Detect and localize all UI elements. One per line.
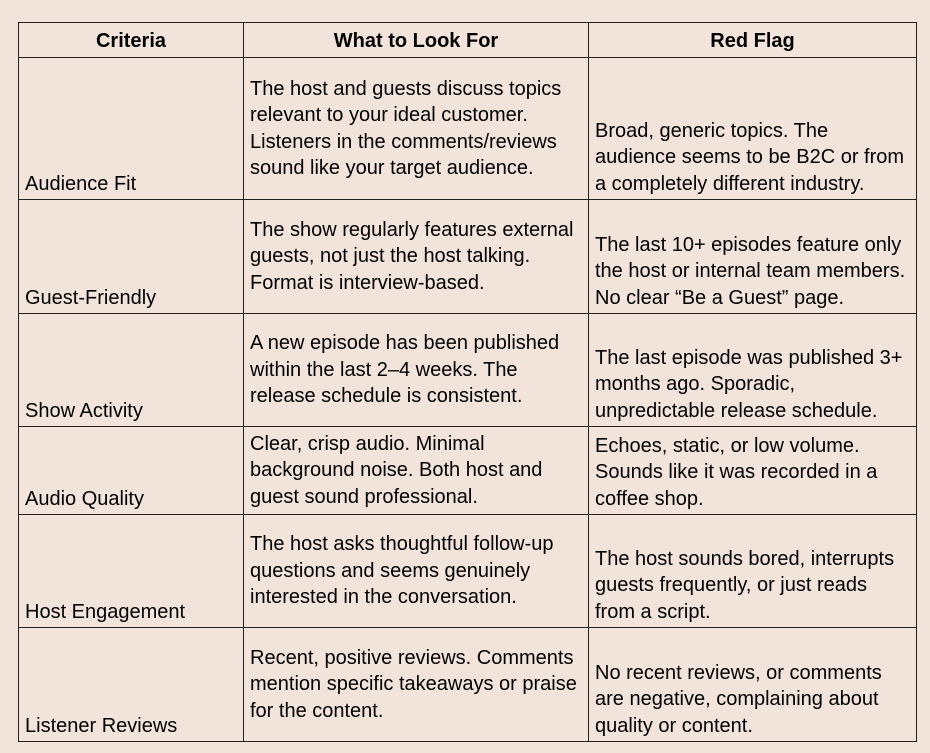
criteria-cell: Host Engagement — [19, 515, 244, 628]
look-for-cell: Clear, crisp audio. Minimal background noise. Both host and guest sound professional. — [244, 427, 589, 515]
look-for-cell: Recent, positive reviews. Comments mention specific takeaways or praise for the content. — [244, 628, 589, 742]
criteria-cell: Audio Quality — [19, 427, 244, 515]
table-row — [19, 314, 917, 427]
table-body — [19, 58, 917, 742]
header-criteria: Criteria — [19, 23, 244, 58]
header-row — [19, 23, 917, 58]
table-header — [19, 23, 917, 58]
criteria-cell: Audience Fit — [19, 58, 244, 200]
criteria-table — [18, 22, 917, 742]
look-for-cell: The show regularly features external guests, not just the host talking. Format is interview-based. — [244, 200, 589, 314]
red-flag-cell: No recent reviews, or comments are negative, complaining about quality or content. — [589, 628, 917, 742]
table-row — [19, 628, 917, 742]
header-what-to-look-for: What to Look For — [244, 23, 589, 58]
table-row — [19, 427, 917, 515]
criteria-cell: Listener Reviews — [19, 628, 244, 742]
look-for-cell: The host and guests discuss topics relevant to your ideal customer. Listeners in the comments/reviews sound like your target audience. — [244, 58, 589, 200]
criteria-cell: Guest-Friendly — [19, 200, 244, 314]
red-flag-cell: Broad, generic topics. The audience seems to be B2C or from a completely different industry. — [589, 58, 917, 200]
red-flag-cell: Echoes, static, or low volume. Sounds like it was recorded in a coffee shop. — [589, 427, 917, 515]
red-flag-cell: The host sounds bored, interrupts guests frequently, or just reads from a script. — [589, 515, 917, 628]
look-for-cell: A new episode has been published within the last 2–4 weeks. The release schedule is consistent. — [244, 314, 589, 427]
look-for-cell: The host asks thoughtful follow-up questions and seems genuinely interested in the conversation. — [244, 515, 589, 628]
criteria-cell: Show Activity — [19, 314, 244, 427]
table-row — [19, 515, 917, 628]
header-red-flag: Red Flag — [589, 23, 917, 58]
red-flag-cell: The last episode was published 3+ months ago. Sporadic, unpredictable release schedule. — [589, 314, 917, 427]
red-flag-cell: The last 10+ episodes feature only the host or internal team members. No clear “Be a Guest” page. — [589, 200, 917, 314]
table-row — [19, 58, 917, 200]
table-row — [19, 200, 917, 314]
